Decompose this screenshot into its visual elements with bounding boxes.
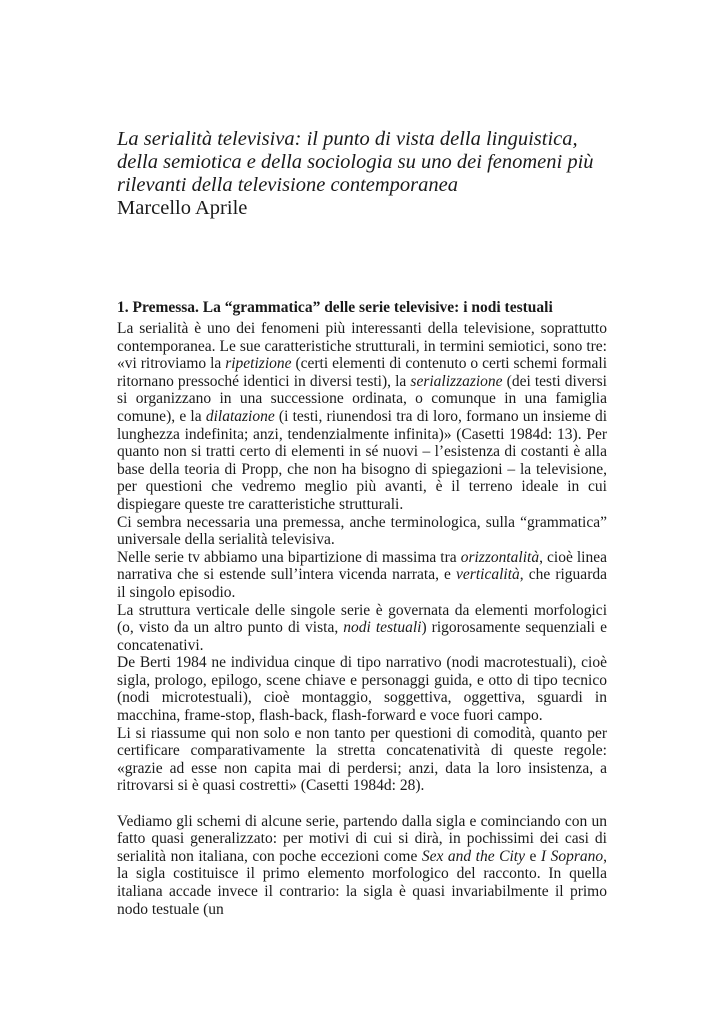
document-page	[117, 128, 607, 918]
paragraph: Vediamo gli schemi di alcune serie, partendo dalla sigla e cominciando con un fatto quasi generalizzato: per motivi di cui si dirà, in pochissimi dei casi di serialità non italiana, con poche eccezioni come Sex and the City e I Soprano, la sigla costituisce il primo elemento morfologico del racconto. In quella italiana accade invece il contrario: la sigla è quasi invariabilmente il primo nodo testuale (un	[117, 812, 607, 918]
author-name: Marcello Aprile	[117, 197, 248, 219]
paragraph: Ci sembra necessaria una premessa, anche terminologica, sulla “grammatica” universale della serialità televisiva.	[117, 513, 607, 549]
paragraph: La struttura verticale delle singole serie è governata da elementi morfologici (o, visto da un altro punto di vista, nodi testuali) rigorosamente sequenziali e concatenativi.	[117, 601, 607, 654]
section-heading: 1. Premessa. La “grammatica” delle serie televisive: i nodi testuali	[117, 299, 553, 316]
paragraph: De Berti 1984 ne individua cinque di tipo narrativo (nodi macrotestuali), cioè sigla, prologo, epilogo, scene chiave e personaggi guida, e otto di tipo tecnico (nodi microtestuali), cioè montaggio, soggettiva, oggettiva, sguardi in macchina, frame-stop, flash-back, flash-forward e voce fuori campo.	[117, 654, 607, 725]
document-title: La serialità televisiva: il punto di vista della linguistica, della semiotica e della sociologia su uno dei fenomeni più rilevanti della televisione contemporanea	[117, 128, 594, 196]
paragraph: Li si riassume qui non solo e non tanto per questioni di comodità, quanto per certificare comparativamente la stretta concatenatività di queste regole: «grazie ad esse non capita mai di perdersi; anzi, data la loro insistenza, a ritrovarsi si è quasi costretti» (Casetti 1984d: 28).	[117, 724, 607, 795]
body-text	[117, 320, 607, 918]
paragraph: Nelle serie tv abbiamo una bipartizione di massima tra orizzontalità, cioè linea narrativa che si estende sull’intera vicenda narrata, e verticalità, che riguarda il singolo episodio.	[117, 548, 607, 601]
paragraph: La serialità è uno dei fenomeni più interessanti della televisione, soprattutto contemporanea. Le sue caratteristiche strutturali, in termini semiotici, sono tre: «vi ritroviamo la ripetizione (certi elementi di contenuto o certi schemi formali ritornano pressoché identici in diversi testi), la serializzazione (dei testi diversi si organizzano in una successione ordinata, o comunque in una famiglia comune), e la dilatazione (i testi, riunendosi tra di loro, formano un insieme di lunghezza indefinita; anzi, tendenzialmente infinita)» (Casetti 1984d: 13). Per quanto non si tratti certo di elementi in sé nuovi – l’esistenza di costanti è alla base della teoria di Propp, che non ha bisogno di spiegazioni – la televisione, per questioni che vedremo meglio più avanti, è il terreno ideale in cui dispiegare queste tre caratteristiche strutturali.	[117, 320, 608, 513]
